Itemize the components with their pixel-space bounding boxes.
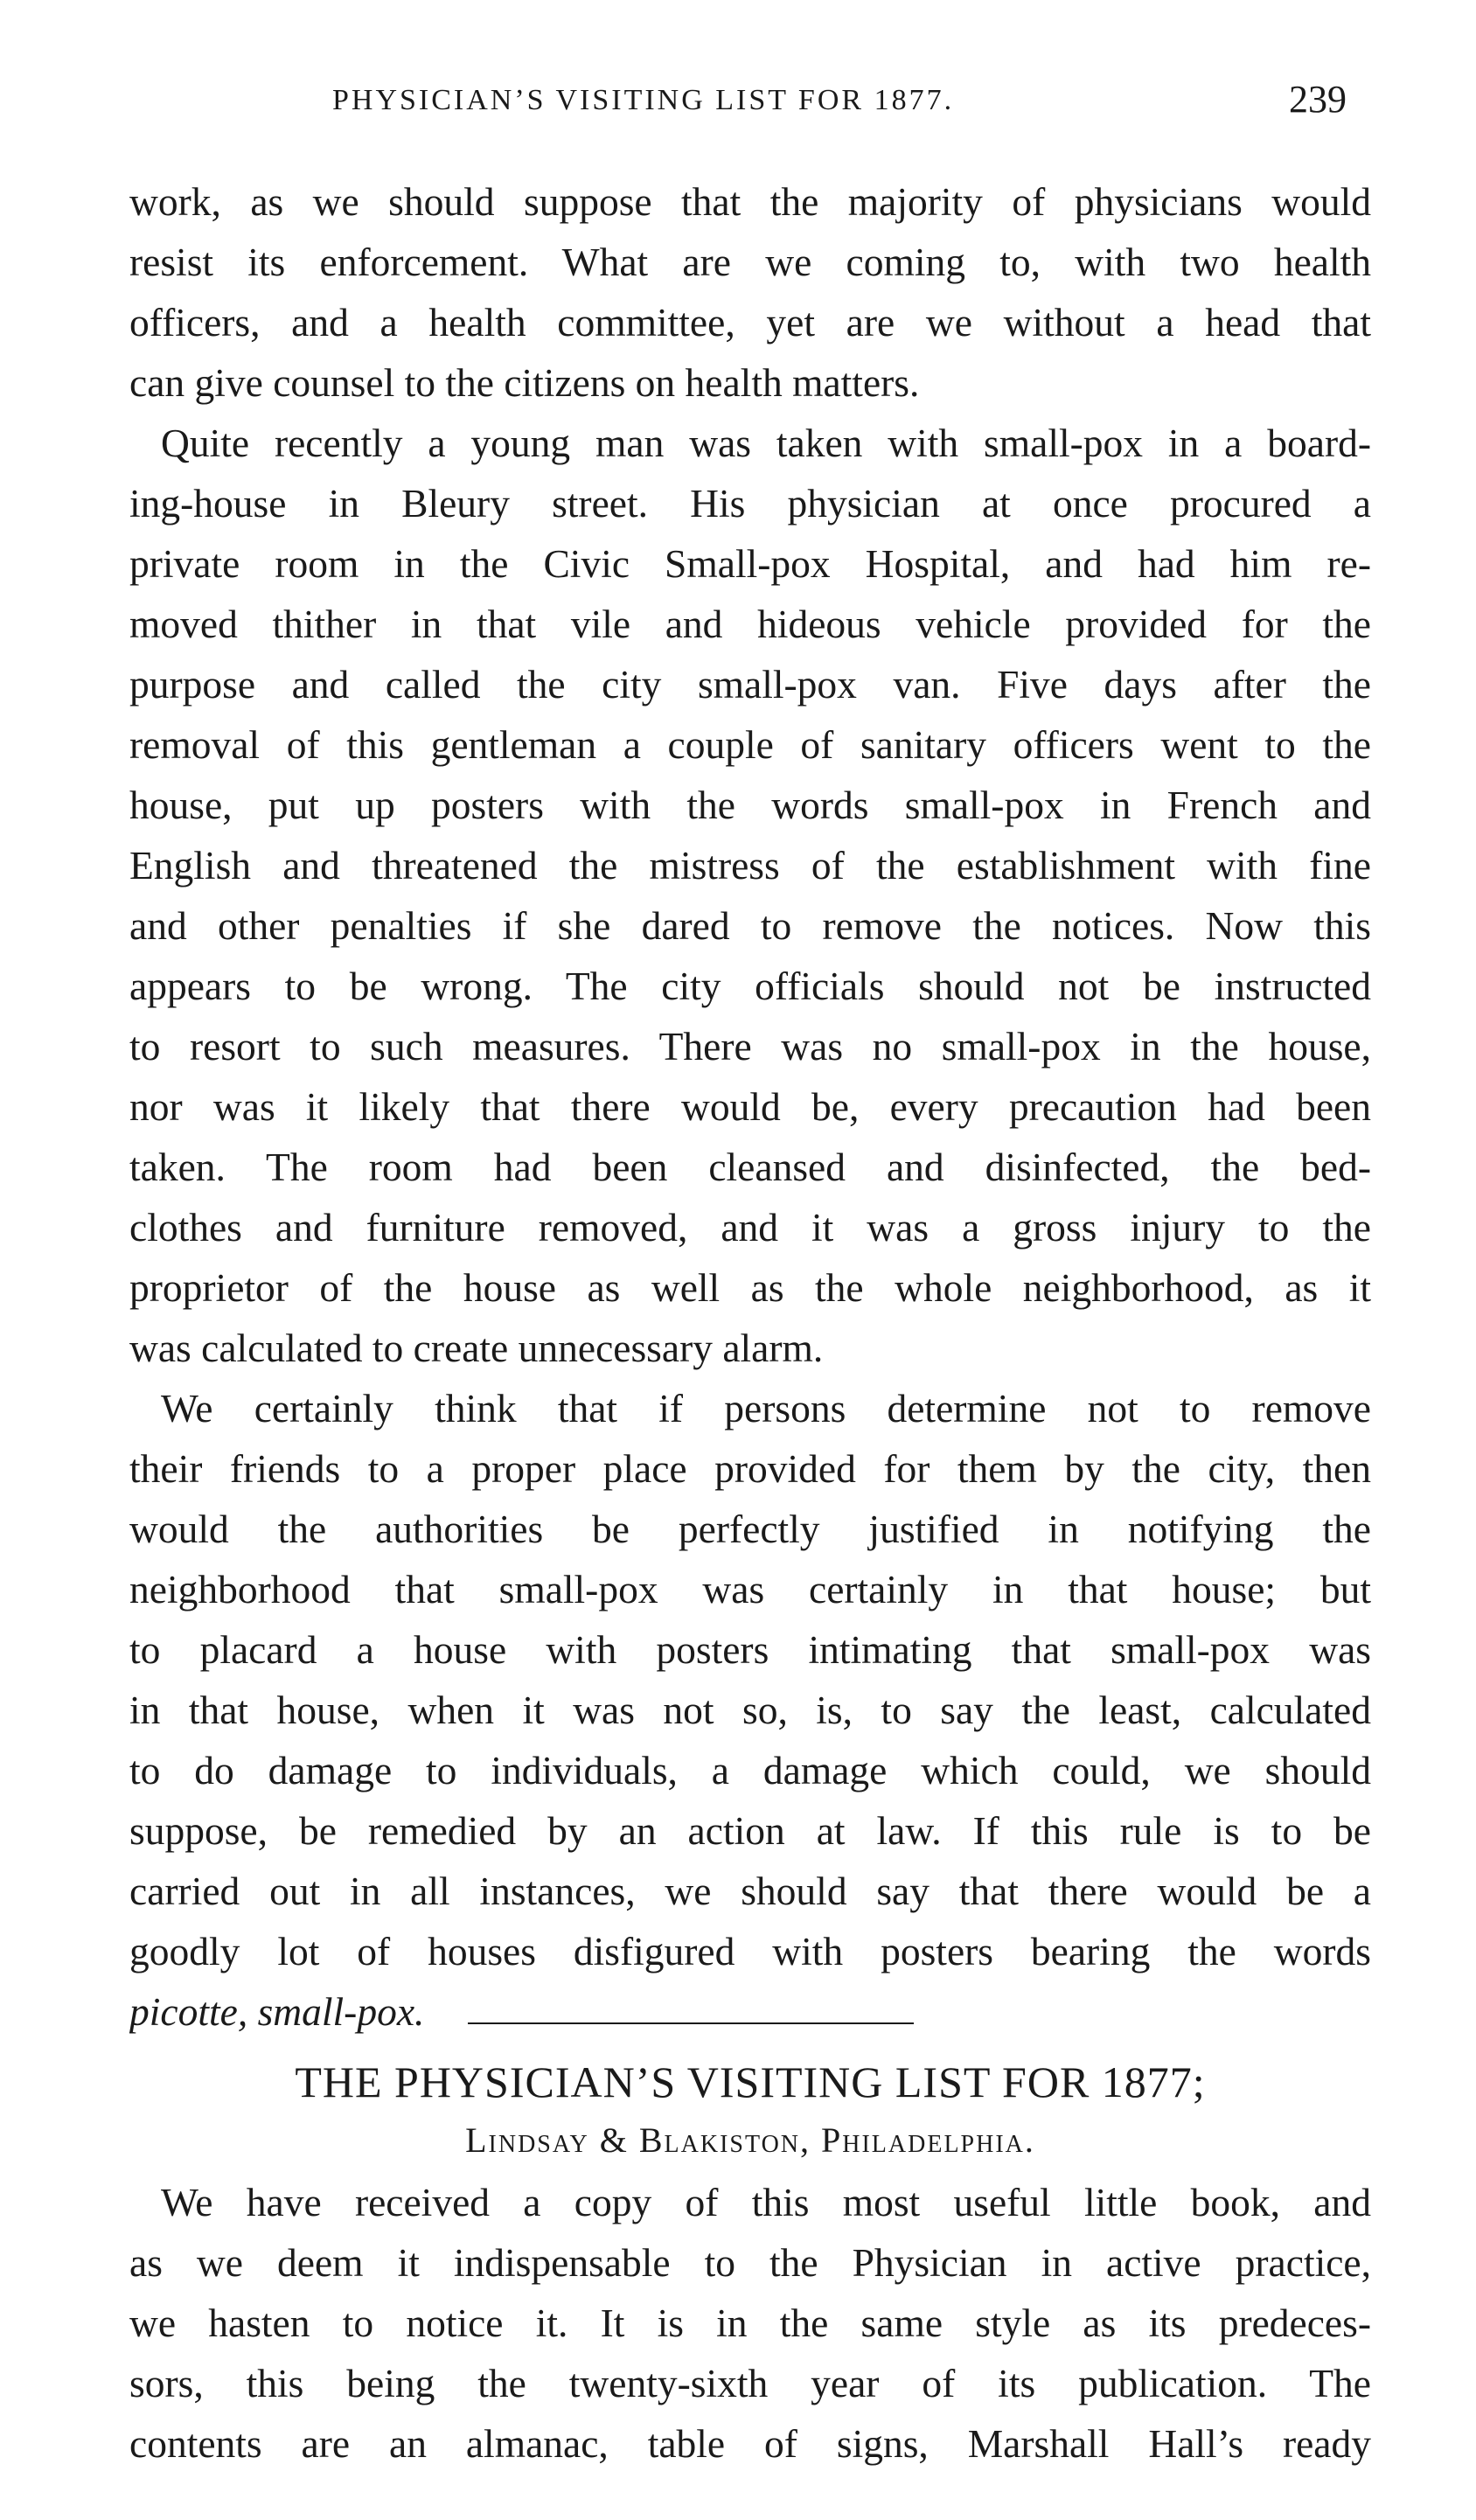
text-line: neighborhood that small-pox was certainly in that house; but (129, 1567, 1371, 1612)
text-line: nor was it likely that there would be, every precaution had been (129, 1084, 1371, 1129)
text-line: work, as we should suppose that the majority of physicians would (129, 179, 1371, 224)
text-line: contents are an almanac, table of signs, Marshall Hall’s ready (129, 2421, 1371, 2466)
text-line: moved thither in that vile and hideous vehicle provided for the (129, 602, 1371, 646)
text-line: carried out in all instances, we should say that there would be a (129, 1869, 1371, 1913)
closing-words: picotte, small-pox. (129, 1989, 425, 2034)
text-line: Quite recently a young man was taken with small-pox in a board- (161, 421, 1371, 465)
text-line: would the authorities be perfectly justified in notifying the (129, 1507, 1371, 1551)
text-line: resist its enforcement. What are we coming to, with two health (129, 240, 1371, 284)
text-line: their friends to a proper place provided for them by the city, then (129, 1446, 1371, 1491)
text-line: can give counsel to the citizens on health matters. (129, 360, 920, 405)
text-line: was calculated to create unnecessary alarm. (129, 1326, 824, 1370)
text-line: English and threatened the mistress of the establishment with fine (129, 843, 1371, 888)
text-line: sors, this being the twenty-sixth year of its publication. The (129, 2361, 1371, 2405)
review-body (129, 2172, 1371, 2474)
text-line: and other penalties if she dared to remove the notices. Now this (129, 903, 1371, 948)
running-head (122, 77, 1382, 129)
text-line: officers, and a health committee, yet are we without a head that (129, 300, 1371, 345)
text-line: proprietor of the house as well as the whole neighborhood, as it (129, 1265, 1371, 1310)
text-line: private room in the Civic Small-pox Hospital, and had him re- (129, 541, 1371, 586)
text-line: We certainly think that if persons determine not to remove (161, 1386, 1371, 1431)
text-line: house, put up posters with the words small-pox in French and (129, 783, 1371, 827)
text-line: suppose, be remedied by an action at law. If this rule is to be (129, 1808, 1371, 1853)
page-number: 239 (1289, 78, 1347, 121)
text-line: to do damage to individuals, a damage which could, we should (129, 1748, 1371, 1793)
text-line: we hasten to notice it. It is in the same style as its predeces- (129, 2301, 1371, 2345)
text-line: appears to be wrong. The city officials should not be instructed (129, 964, 1371, 1008)
section-heading (129, 2051, 1371, 2168)
text-line: clothes and furniture removed, and it was a gross injury to the (129, 1205, 1371, 1250)
article-body (129, 171, 1371, 2042)
text-line: goodly lot of houses disfigured with posters bearing the words (129, 1929, 1371, 1974)
text-line: purpose and called the city small-pox van. Five days after the (129, 662, 1371, 707)
text-line-closing (129, 1981, 1371, 2042)
text-line: removal of this gentleman a couple of sanitary officers went to the (129, 722, 1371, 767)
text-line: in that house, when it was not so, is, to say the least, calculated (129, 1688, 1371, 1732)
text-line: taken. The room had been cleansed and disinfected, the bed- (129, 1145, 1371, 1189)
section-title: THE PHYSICIAN’S VISITING LIST FOR 1877; (295, 2057, 1206, 2106)
section-publisher: Lindsay & Blakiston, Philadelphia. (465, 2120, 1035, 2160)
running-title: PHYSICIAN’S VISITING LIST FOR 1877. (332, 84, 955, 116)
section-divider (468, 2022, 914, 2024)
text-line: We have received a copy of this most useful little book, and (161, 2180, 1371, 2224)
text-line: ing-house in Bleury street. His physician at once procured a (129, 481, 1371, 526)
text-line: as we deem it indispensable to the Physician in active practice, (129, 2240, 1371, 2285)
text-line: to resort to such measures. There was no small-pox in the house, (129, 1024, 1371, 1069)
text-line: to placard a house with posters intimating that small-pox was (129, 1627, 1371, 1672)
